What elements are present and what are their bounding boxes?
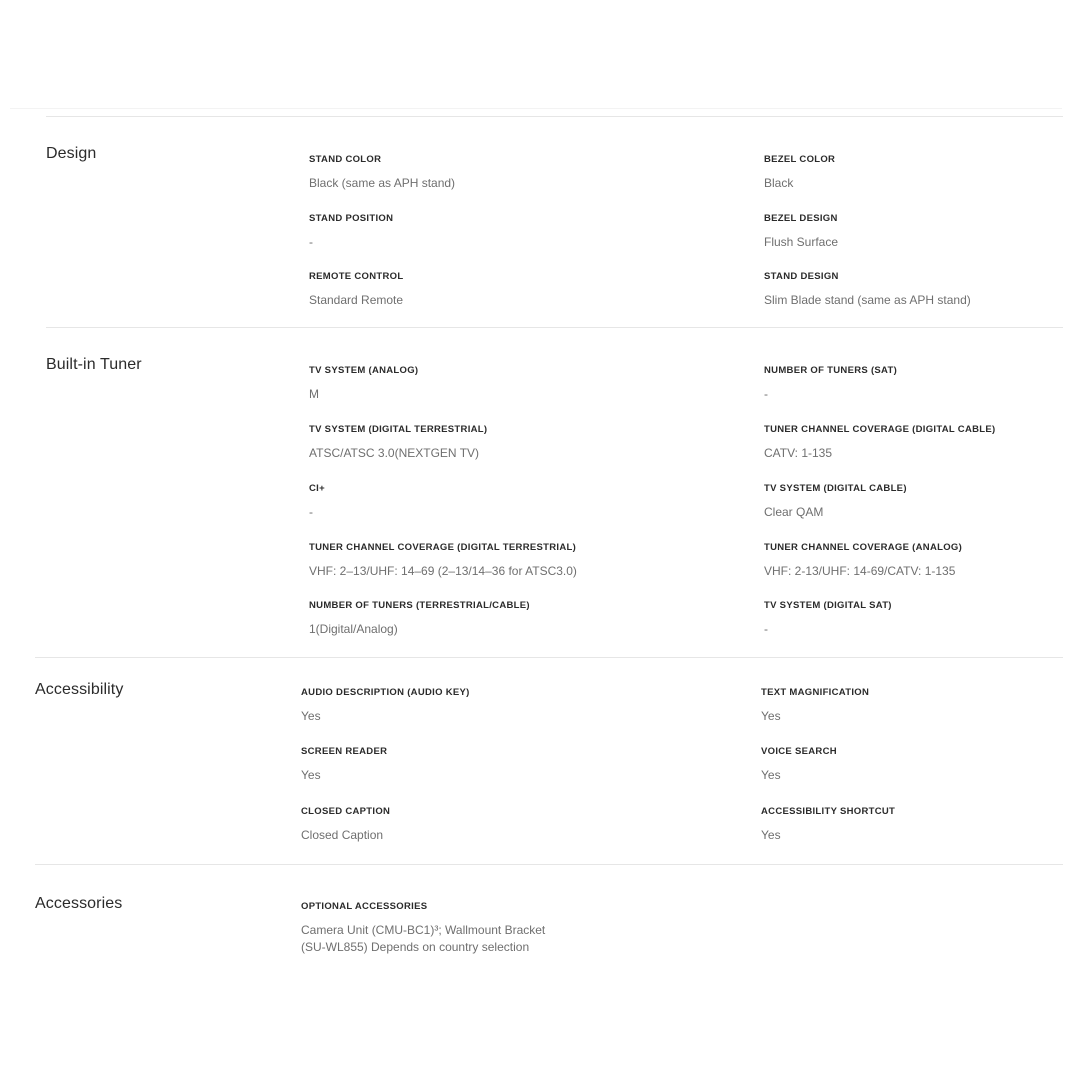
spec-value: Black (same as APH stand) <box>309 176 456 190</box>
spec-label: CLOSED CAPTION <box>301 806 391 817</box>
top-divider <box>10 108 1062 109</box>
spec-value: - <box>764 622 768 636</box>
spec-label: SCREEN READER <box>301 746 388 757</box>
spec-optional-accessories <box>301 901 563 956</box>
spec-tv-system-digital-sat <box>764 600 892 638</box>
spec-value: M <box>309 387 319 401</box>
spec-tuner-coverage-analog <box>764 542 962 580</box>
section-design <box>46 116 1063 327</box>
spec-label: STAND DESIGN <box>764 271 839 282</box>
spec-label: STAND COLOR <box>309 154 382 165</box>
spec-value: Camera Unit (CMU-BC1)³; Wallmount Bracket (SU-WL855) Depends on country selection <box>301 923 546 954</box>
spec-label: TV SYSTEM (DIGITAL SAT) <box>764 600 892 611</box>
spec-value: Standard Remote <box>309 293 404 307</box>
spec-tuner-coverage-digital-cable <box>764 424 996 462</box>
spec-text-magnification <box>761 687 869 725</box>
spec-label: TV SYSTEM (DIGITAL CABLE) <box>764 483 907 494</box>
spec-label: BEZEL COLOR <box>764 154 836 165</box>
spec-value: Slim Blade stand (same as APH stand) <box>764 293 971 307</box>
section-title: Built-in Tuner <box>46 356 142 373</box>
spec-remote-control <box>309 271 403 309</box>
section-accessories <box>35 864 1063 984</box>
spec-label: TUNER CHANNEL COVERAGE (DIGITAL TERRESTRIAL) <box>309 542 577 553</box>
spec-value: Clear QAM <box>764 505 824 519</box>
spec-accessibility-shortcut <box>761 806 895 844</box>
spec-tuner-coverage-digital-terrestrial <box>309 542 577 580</box>
spec-label: OPTIONAL ACCESSORIES <box>301 901 428 912</box>
spec-value: ATSC/ATSC 3.0(NEXTGEN TV) <box>309 446 480 460</box>
spec-label: TV SYSTEM (DIGITAL TERRESTRIAL) <box>309 424 488 435</box>
spec-label: NUMBER OF TUNERS (TERRESTRIAL/CABLE) <box>309 600 530 611</box>
section-title: Accessories <box>35 895 123 912</box>
spec-tv-system-digital-terrestrial <box>309 424 487 462</box>
spec-value: VHF: 2-13/UHF: 14-69/CATV: 1-135 <box>764 564 956 578</box>
section-title: Design <box>46 145 97 162</box>
spec-label: TUNER CHANNEL COVERAGE (ANALOG) <box>764 542 963 553</box>
spec-number-of-tuners-sat <box>764 365 897 403</box>
spec-value: Yes <box>301 709 321 723</box>
spec-stand-position <box>309 213 393 251</box>
spec-label: CI+ <box>309 483 325 494</box>
spec-label: TEXT MAGNIFICATION <box>761 687 870 698</box>
spec-stand-color <box>309 154 455 192</box>
spec-label: ACCESSIBILITY SHORTCUT <box>761 806 896 817</box>
spec-value: - <box>764 387 768 401</box>
spec-label: STAND POSITION <box>309 213 394 224</box>
spec-value: Flush Surface <box>764 235 839 249</box>
spec-number-of-tuners-terrestrial-cable <box>309 600 530 638</box>
spec-label: TV SYSTEM (ANALOG) <box>309 365 419 376</box>
spec-tv-system-digital-cable <box>764 483 907 521</box>
section-title: Accessibility <box>35 681 124 698</box>
spec-value: - <box>309 235 313 249</box>
spec-voice-search <box>761 746 837 784</box>
spec-bezel-design <box>764 213 838 251</box>
spec-value: Yes <box>761 768 781 782</box>
spec-value: CATV: 1-135 <box>764 446 833 460</box>
spec-label: NUMBER OF TUNERS (SAT) <box>764 365 898 376</box>
spec-label: REMOTE CONTROL <box>309 271 404 282</box>
spec-screen-reader <box>301 746 387 784</box>
spec-audio-description <box>301 687 470 725</box>
spec-tv-system-analog <box>309 365 418 403</box>
spec-value: VHF: 2–13/UHF: 14–69 (2–13/14–36 for ATSC3.0) <box>309 564 577 578</box>
section-accessibility <box>35 657 1063 864</box>
spec-value: 1(Digital/Analog) <box>309 622 398 636</box>
spec-value: Black <box>764 176 794 190</box>
spec-value: Yes <box>761 709 781 723</box>
spec-label: VOICE SEARCH <box>761 746 837 757</box>
spec-label: BEZEL DESIGN <box>764 213 838 224</box>
spec-label: AUDIO DESCRIPTION (AUDIO KEY) <box>301 687 470 698</box>
spec-bezel-color <box>764 154 835 192</box>
section-built-in-tuner <box>46 327 1063 657</box>
spec-ci-plus <box>309 483 325 521</box>
spec-stand-design <box>764 271 971 309</box>
spec-value: Yes <box>301 768 321 782</box>
spec-value: Yes <box>761 828 781 842</box>
spec-label: TUNER CHANNEL COVERAGE (DIGITAL CABLE) <box>764 424 996 435</box>
spec-closed-caption <box>301 806 390 844</box>
spec-value: Closed Caption <box>301 828 384 842</box>
spec-value: - <box>309 505 313 519</box>
